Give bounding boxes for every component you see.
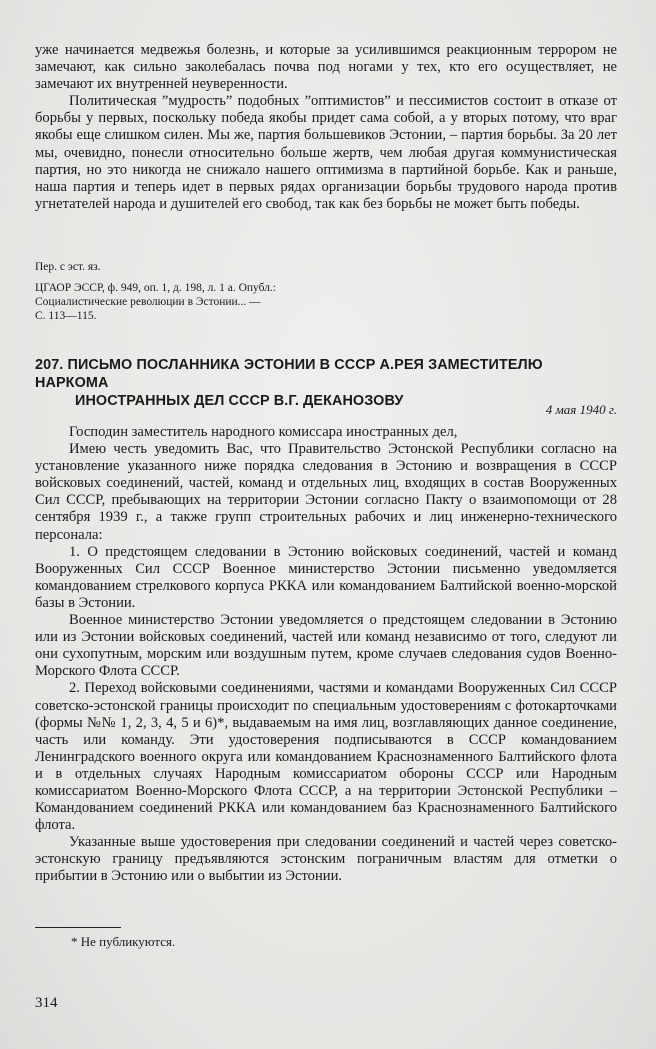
translation-note-text: Пер. с эст. яз. — [35, 261, 101, 273]
source-line: ЦГАОР ЭССР, ф. 949, оп. 1, д. 198, л. 1 а. Опубл.: — [35, 282, 277, 294]
letter-body — [35, 424, 617, 886]
paragraph: 2. Переход войсковыми соединениями, частями и командами Вооруженных Сил СССР советско-эстонской границы происходит по специальным удостоверениям с фотокарточками (формы №№ 1, 2, 3, 4, 5 и 6)*, выдаваемым на имя лиц, возглавляющих данное соединение, часть или команду. Эти удостоверения подписываются в СССР командованием Ленинградского военного округа или командованием Краснознаменного Балтийского флота и в отдельных случаях Народным комиссариатом обороны СССР или Народным комиссариатом Военно-Морского Флота СССР, а на территории Эстонской Республики – Командованием соединений РККА или командованием баз Краснознаменного Балтийского флота. — [35, 680, 617, 834]
source-reference — [35, 281, 617, 323]
heading-line: ИНОСТРАННЫХ ДЕЛ СССР В.Г. ДЕКАНОЗОВУ — [75, 393, 404, 409]
salutation: Господин заместитель народного комиссара иностранных дел, — [69, 424, 458, 440]
footnote-block — [35, 927, 617, 950]
source-line: Социалистические революции в Эстонии... — — [35, 296, 261, 308]
document-date: 4 мая 1940 г. — [545, 402, 617, 417]
source-line: С. 113—115. — [35, 310, 97, 322]
footnote-rule — [35, 927, 121, 928]
paragraph: уже начинается медвежья болезнь, и которые за усилившимся реакционным террором не замечают, как сильно заколебалась почва под ногами у тех, кто его осуществляет, не замечают их внутренней неуверенности. — [35, 42, 617, 93]
footnote: * Не публикуются. — [71, 934, 176, 949]
paragraph: Политическая ”мудрость” подобных ”оптимистов” и пессимистов состоит в отказе от борьбы у первых, поскольку победа якобы придет сама собой, а у вторых потому, что враг якобы еще слишком силен. Мы же, партия большевиков Эстонии, – партия борьбы. За 20 лет мы, очевидно, понесли относительно больше жертв, чем любая другая коммунистическая партия, но это никогда не снижало нашего оптимизма в партийной борьбе. Как и раньше, наша партия и теперь идет в первых рядах организации борьбы трудового народа против угнетателей народа и душителей его свобод, так как без борьбы не может быть победы. — [35, 93, 617, 212]
paragraph: Имею честь уведомить Вас, что Правительство Эстонской Республики согласно на установление указанного ниже порядка следования в Эстонию и возвращения в СССР войсковых соединений, частей, команд и отдельных лиц, входящих в состав Вооруженных Сил СССР, пребывающих на территории Эстонии согласно Пакту о взаимопомощи от 28 сентября 1939 г., а также групп строительных рабочих и лиц инженерно-технического персонала: — [35, 441, 617, 543]
paragraph: 1. О предстоящем следовании в Эстонию войсковых соединений, частей и команд Вооруженных Сил СССР Военное министерство Эстонии письменно уведомляется командованием стрелкового корпуса РККА или командованием Балтийской военно-морской базы в Эстонии. — [35, 543, 617, 611]
translation-note — [35, 260, 617, 274]
heading-line: 207. ПИСЬМО ПОСЛАННИКА ЭСТОНИИ В СССР А.РЕЯ ЗАМЕСТИТЕЛЮ НАРКОМА — [35, 357, 543, 391]
paragraph: Военное министерство Эстонии уведомляется о предстоящем следовании в Эстонию или из Эстонии войсковых соединений, частей или команд независимо от того, следуют ли они сухопутным, морским или воздушным путем, кроме случаев следования судов Военно-Морского Флота СССР. — [35, 612, 617, 680]
page-number: 314 — [35, 995, 58, 1011]
paragraph: Указанные выше удостоверения при следовании соединений и частей через советско-эстонскую границу предъявляются эстонским пограничным властям для отметки о прибытии в Эстонию или о выбытии из Эстонии. — [35, 834, 617, 885]
continuation-text — [35, 42, 617, 213]
